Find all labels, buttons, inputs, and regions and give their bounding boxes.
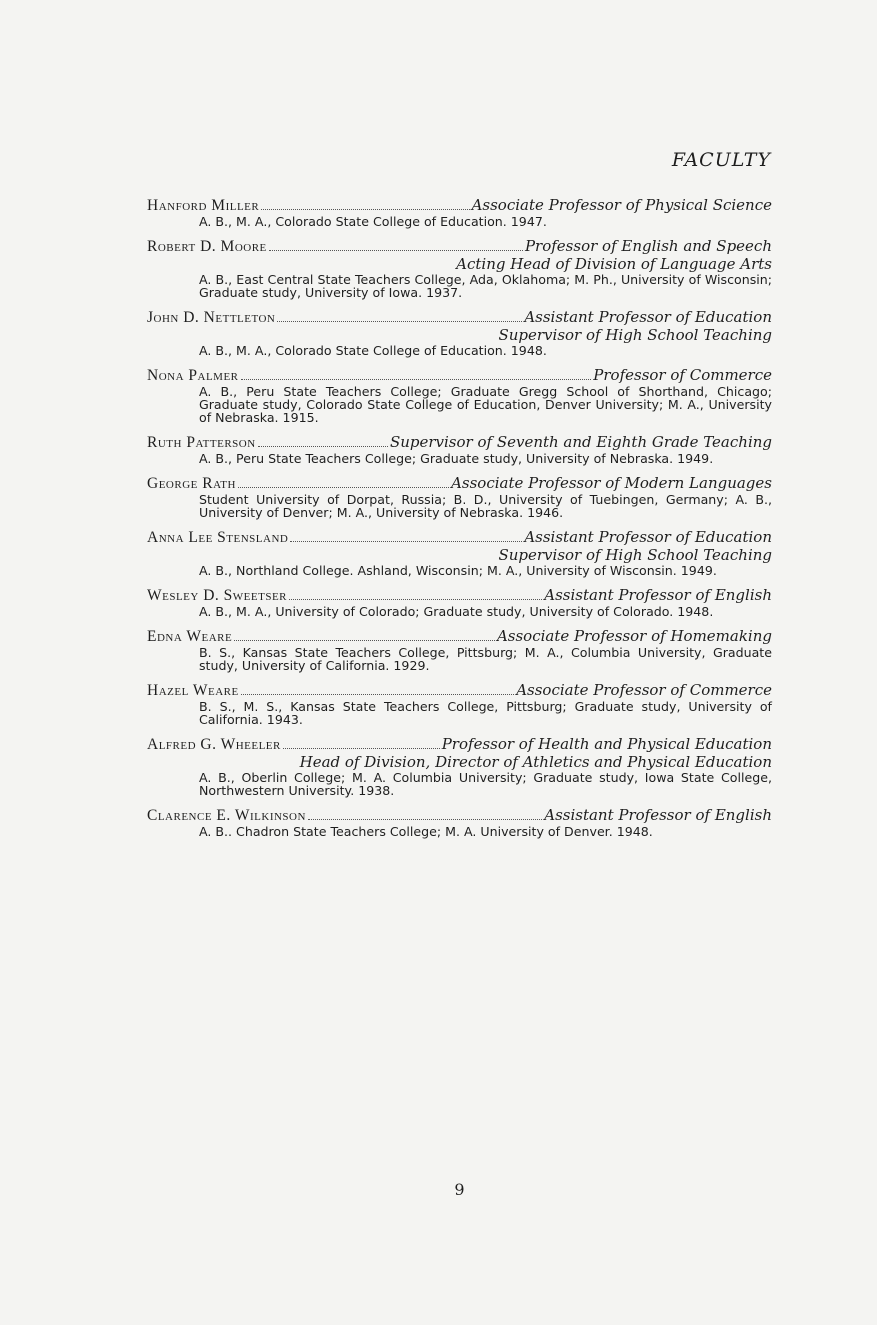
entry-heading [147, 586, 772, 605]
faculty-entry [147, 735, 772, 797]
faculty-title: Assistant Professor of Education [524, 528, 772, 546]
entry-heading [147, 474, 772, 493]
faculty-credentials: A. B., Peru State Teachers College; Graduate Gregg School of Shorthand, Chicago; Graduate study, Colorado State College of Education, Denver University; M. A., University of Nebraska. 1915. [199, 384, 772, 425]
page-number: 9 [454, 1180, 465, 1199]
entry-heading [147, 627, 772, 646]
faculty-list [147, 196, 772, 847]
faculty-entry [147, 433, 772, 465]
entry-heading [147, 433, 772, 452]
faculty-entry [147, 528, 772, 577]
dot-leader [269, 250, 523, 251]
faculty-credentials: A. B., East Central State Teachers College, Ada, Oklahoma; M. Ph., University of Wisconsin; Graduate study, University of Iowa. 1937. [199, 272, 772, 300]
faculty-title: Assistant Professor of English [544, 806, 772, 824]
entry-heading [147, 681, 772, 700]
entry-heading [147, 308, 772, 327]
faculty-entry [147, 586, 772, 618]
faculty-title: Assistant Professor of English [544, 586, 772, 604]
faculty-entry [147, 627, 772, 672]
faculty-name: Robert D. Moore [147, 238, 267, 255]
faculty-name: Alfred G. Wheeler [147, 736, 281, 753]
dot-leader [290, 541, 522, 542]
faculty-credentials: B. S., M. S., Kansas State Teachers College, Pittsburg; Graduate study, University of California. 1943. [199, 699, 772, 727]
faculty-entry [147, 196, 772, 228]
dot-leader [261, 209, 469, 210]
faculty-entry [147, 237, 772, 299]
dot-leader [241, 694, 514, 695]
faculty-title: Assistant Professor of Education [524, 308, 772, 326]
dot-leader [308, 819, 542, 820]
faculty-credentials: A. B., M. A., University of Colorado; Graduate study, University of Colorado. 1948. [199, 604, 714, 619]
faculty-name: Edna Weare [147, 628, 233, 645]
faculty-title: Supervisor of Seventh and Eighth Grade Teaching [389, 433, 772, 451]
faculty-credentials: A. B., M. A., Colorado State College of Education. 1947. [199, 214, 547, 229]
faculty-name: Anna Lee Stensland [147, 529, 289, 546]
faculty-title: Professor of Health and Physical Education [441, 735, 772, 753]
entry-heading [147, 806, 772, 825]
entry-heading [147, 528, 772, 547]
faculty-entry [147, 806, 772, 838]
faculty-name: Wesley D. Sweetser [147, 587, 288, 604]
faculty-entry [147, 474, 772, 519]
entry-heading [147, 196, 772, 215]
dot-leader [241, 379, 592, 380]
faculty-name: George Rath [147, 475, 236, 492]
faculty-credentials: A. B., M. A., Colorado State College of Education. 1948. [199, 343, 547, 358]
faculty-title: Associate Professor of Physical Science [471, 196, 772, 214]
faculty-title: Associate Professor of Modern Languages [451, 474, 772, 492]
dot-leader [289, 599, 542, 600]
faculty-credentials: A. B.. Chadron State Teachers College; M. A. University of Denver. 1948. [199, 824, 653, 839]
faculty-title: Professor of English and Speech [524, 237, 772, 255]
dot-leader [234, 640, 495, 641]
faculty-entry [147, 366, 772, 424]
entry-heading [147, 237, 772, 256]
dot-leader [277, 321, 522, 322]
faculty-additional-title: Supervisor of High School Teaching [498, 546, 772, 564]
faculty-name: Ruth Patterson [147, 434, 256, 451]
faculty-additional-title: Head of Division, Director of Athletics and Physical Education [299, 753, 772, 771]
dot-leader [283, 748, 440, 749]
faculty-name: Clarence E. Wilkinson [147, 807, 306, 824]
faculty-title: Professor of Commerce [593, 366, 772, 384]
entry-heading [147, 735, 772, 754]
faculty-entry [147, 681, 772, 726]
faculty-credentials: A. B., Oberlin College; M. A. Columbia University; Graduate study, Iowa State College, Northwestern University. 1938. [199, 770, 772, 798]
faculty-entry [147, 308, 772, 357]
faculty-credentials: A. B., Northland College. Ashland, Wisconsin; M. A., University of Wisconsin. 1949. [199, 563, 717, 578]
faculty-name: John D. Nettleton [147, 309, 276, 326]
entry-heading [147, 366, 772, 385]
faculty-additional-title: Supervisor of High School Teaching [498, 326, 772, 344]
faculty-credentials: Student University of Dorpat, Russia; B. D., University of Tuebingen, Germany; A. B., University of Denver; M. A., University of Nebraska. 1946. [199, 492, 772, 520]
faculty-name: Hazel Weare [147, 682, 239, 699]
faculty-name: Hanford Miller [147, 197, 260, 214]
faculty-additional-title: Acting Head of Division of Language Arts [456, 255, 772, 273]
faculty-title: Associate Professor of Commerce [516, 681, 772, 699]
faculty-credentials: B. S., Kansas State Teachers College, Pittsburg; M. A., Columbia University, Graduate study, University of California. 1929. [199, 645, 772, 673]
dot-leader [238, 487, 449, 488]
page-title: FACULTY [671, 149, 771, 171]
faculty-credentials: A. B., Peru State Teachers College; Graduate study, University of Nebraska. 1949. [199, 451, 714, 466]
faculty-title: Associate Professor of Homemaking [496, 627, 772, 645]
dot-leader [258, 446, 388, 447]
faculty-name: Nona Palmer [147, 367, 239, 384]
